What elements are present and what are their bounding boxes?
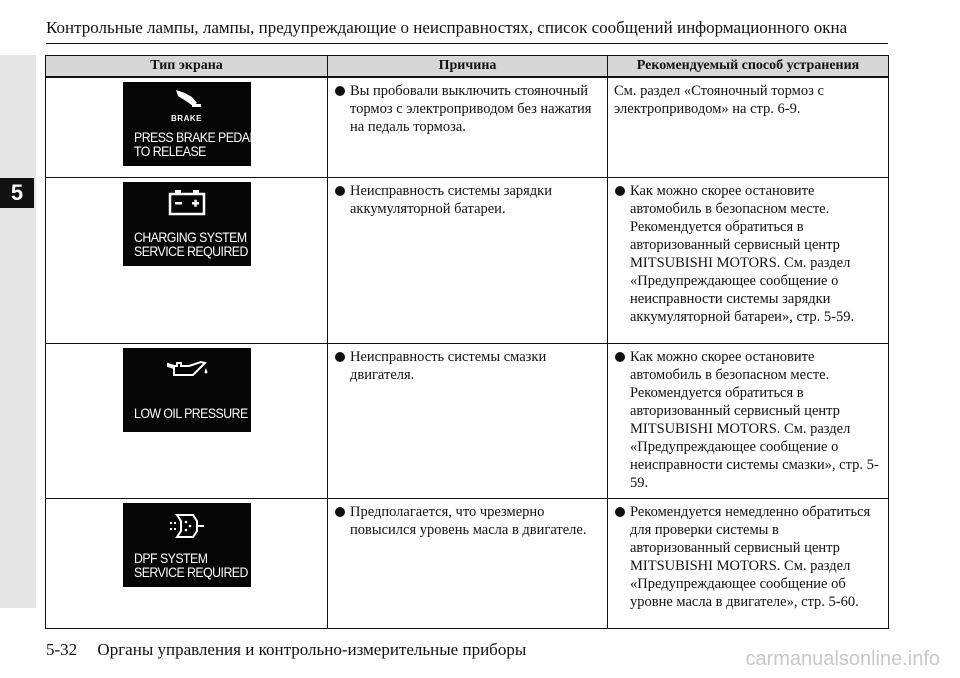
- bullet-icon: [335, 352, 345, 362]
- table-header-row: [46, 56, 889, 78]
- bullet-icon: [615, 507, 625, 517]
- screen-message: [134, 551, 248, 579]
- screen-cell: [46, 77, 328, 178]
- cause-text: Предполагается, что чрезмерно повысился уровень масла в двигателе.: [350, 504, 587, 538]
- bullet-icon: [615, 352, 625, 362]
- screen-message-line: LOW OIL PRESSURE: [133, 405, 248, 421]
- display-screen-dpf: [123, 503, 251, 587]
- bullet-icon: [335, 86, 345, 96]
- remedy-cell: [608, 178, 889, 344]
- display-screen-oil: [123, 348, 251, 432]
- messages-table: [45, 55, 889, 629]
- cause-text: Неисправность системы смазки двигателя.: [350, 349, 547, 383]
- screen-cell: [46, 499, 328, 629]
- display-screen-charging: [123, 182, 251, 266]
- oil-can-icon: [123, 358, 251, 394]
- section-title: Органы управления и контрольно-измерительные приборы: [97, 640, 527, 659]
- screen-cell: [46, 178, 328, 344]
- screen-message-line: SERVICE REQUIRED: [133, 564, 248, 580]
- watermark: carmanualsonline.info: [745, 648, 940, 670]
- battery-icon: [123, 188, 251, 224]
- cause-cell: [328, 344, 608, 499]
- table-row: [46, 499, 889, 629]
- cause-cell: [328, 77, 608, 178]
- table-row: [46, 344, 889, 499]
- dpf-filter-icon: [123, 511, 251, 547]
- page-number: 5-32: [46, 640, 78, 659]
- cause-cell: [328, 499, 608, 629]
- screen-message: [134, 130, 256, 158]
- screen-message-line: TO RELEASE: [133, 143, 206, 159]
- screen-message-line: PRESS BRAKE PEDAL: [133, 129, 256, 145]
- bullet-icon: [335, 186, 345, 196]
- column-header-remedy: Рекомендуемый способ устранения: [608, 56, 889, 78]
- remedy-text: См. раздел «Стояночный тормоз с электроприводом» на стр. 6-9.: [614, 83, 824, 117]
- bullet-icon: [335, 507, 345, 517]
- column-header-screen-type: Тип экрана: [46, 56, 328, 78]
- bullet-icon: [615, 186, 625, 196]
- remedy-text: Как можно скорее остановите автомобиль в безопасном месте. Рекомендуется обратиться в авторизованный сервисный центр MITSUBISHI MOTORS. См. раздел «Предупреждающее сообщение о неисправности системы смазки», стр. 5-59.: [630, 349, 879, 491]
- screen-message: [134, 230, 248, 258]
- screen-small-label: BRAKE: [171, 114, 202, 123]
- screen-cell: [46, 344, 328, 499]
- remedy-text: Как можно скорее остановите автомобиль в безопасном месте. Рекомендуется обратиться в авторизованный сервисный центр MITSUBISHI MOTORS. См. раздел «Предупреждающее сообщение о неисправности системы зарядки аккумуляторной батареи», стр. 5-59.: [630, 183, 855, 325]
- display-screen-brake: [123, 82, 256, 166]
- chapter-side-tab: [0, 55, 36, 608]
- remedy-cell: [608, 77, 889, 178]
- header-divider: [46, 43, 888, 44]
- screen-message-line: DPF SYSTEM: [133, 550, 207, 566]
- table-row: [46, 77, 889, 178]
- cause-text: Вы пробовали выключить стояночный тормоз с электроприводом без нажатия на педаль тормоза.: [350, 83, 592, 135]
- screen-message-line: CHARGING SYSTEM: [133, 229, 247, 245]
- screen-message-line: SERVICE REQUIRED: [133, 243, 248, 259]
- screen-message: [134, 406, 248, 420]
- cause-text: Неисправность системы зарядки аккумуляторной батареи.: [350, 183, 552, 217]
- cause-cell: [328, 178, 608, 344]
- remedy-text: Рекомендуется немедленно обратиться для проверки системы в авторизованный сервисный центр MITSUBISHI MOTORS. См. раздел «Предупреждающее сообщение об уровне масла в двигателе», стр. 5-60.: [630, 504, 871, 610]
- column-header-cause: Причина: [328, 56, 608, 78]
- page-header-title: Контрольные лампы, лампы, предупреждающие о неисправностях, список сообщений информационного окна: [46, 18, 848, 37]
- chapter-number: 5: [0, 178, 34, 208]
- remedy-cell: [608, 499, 889, 629]
- page-footer: [46, 640, 526, 660]
- remedy-cell: [608, 344, 889, 499]
- table-row: [46, 178, 889, 344]
